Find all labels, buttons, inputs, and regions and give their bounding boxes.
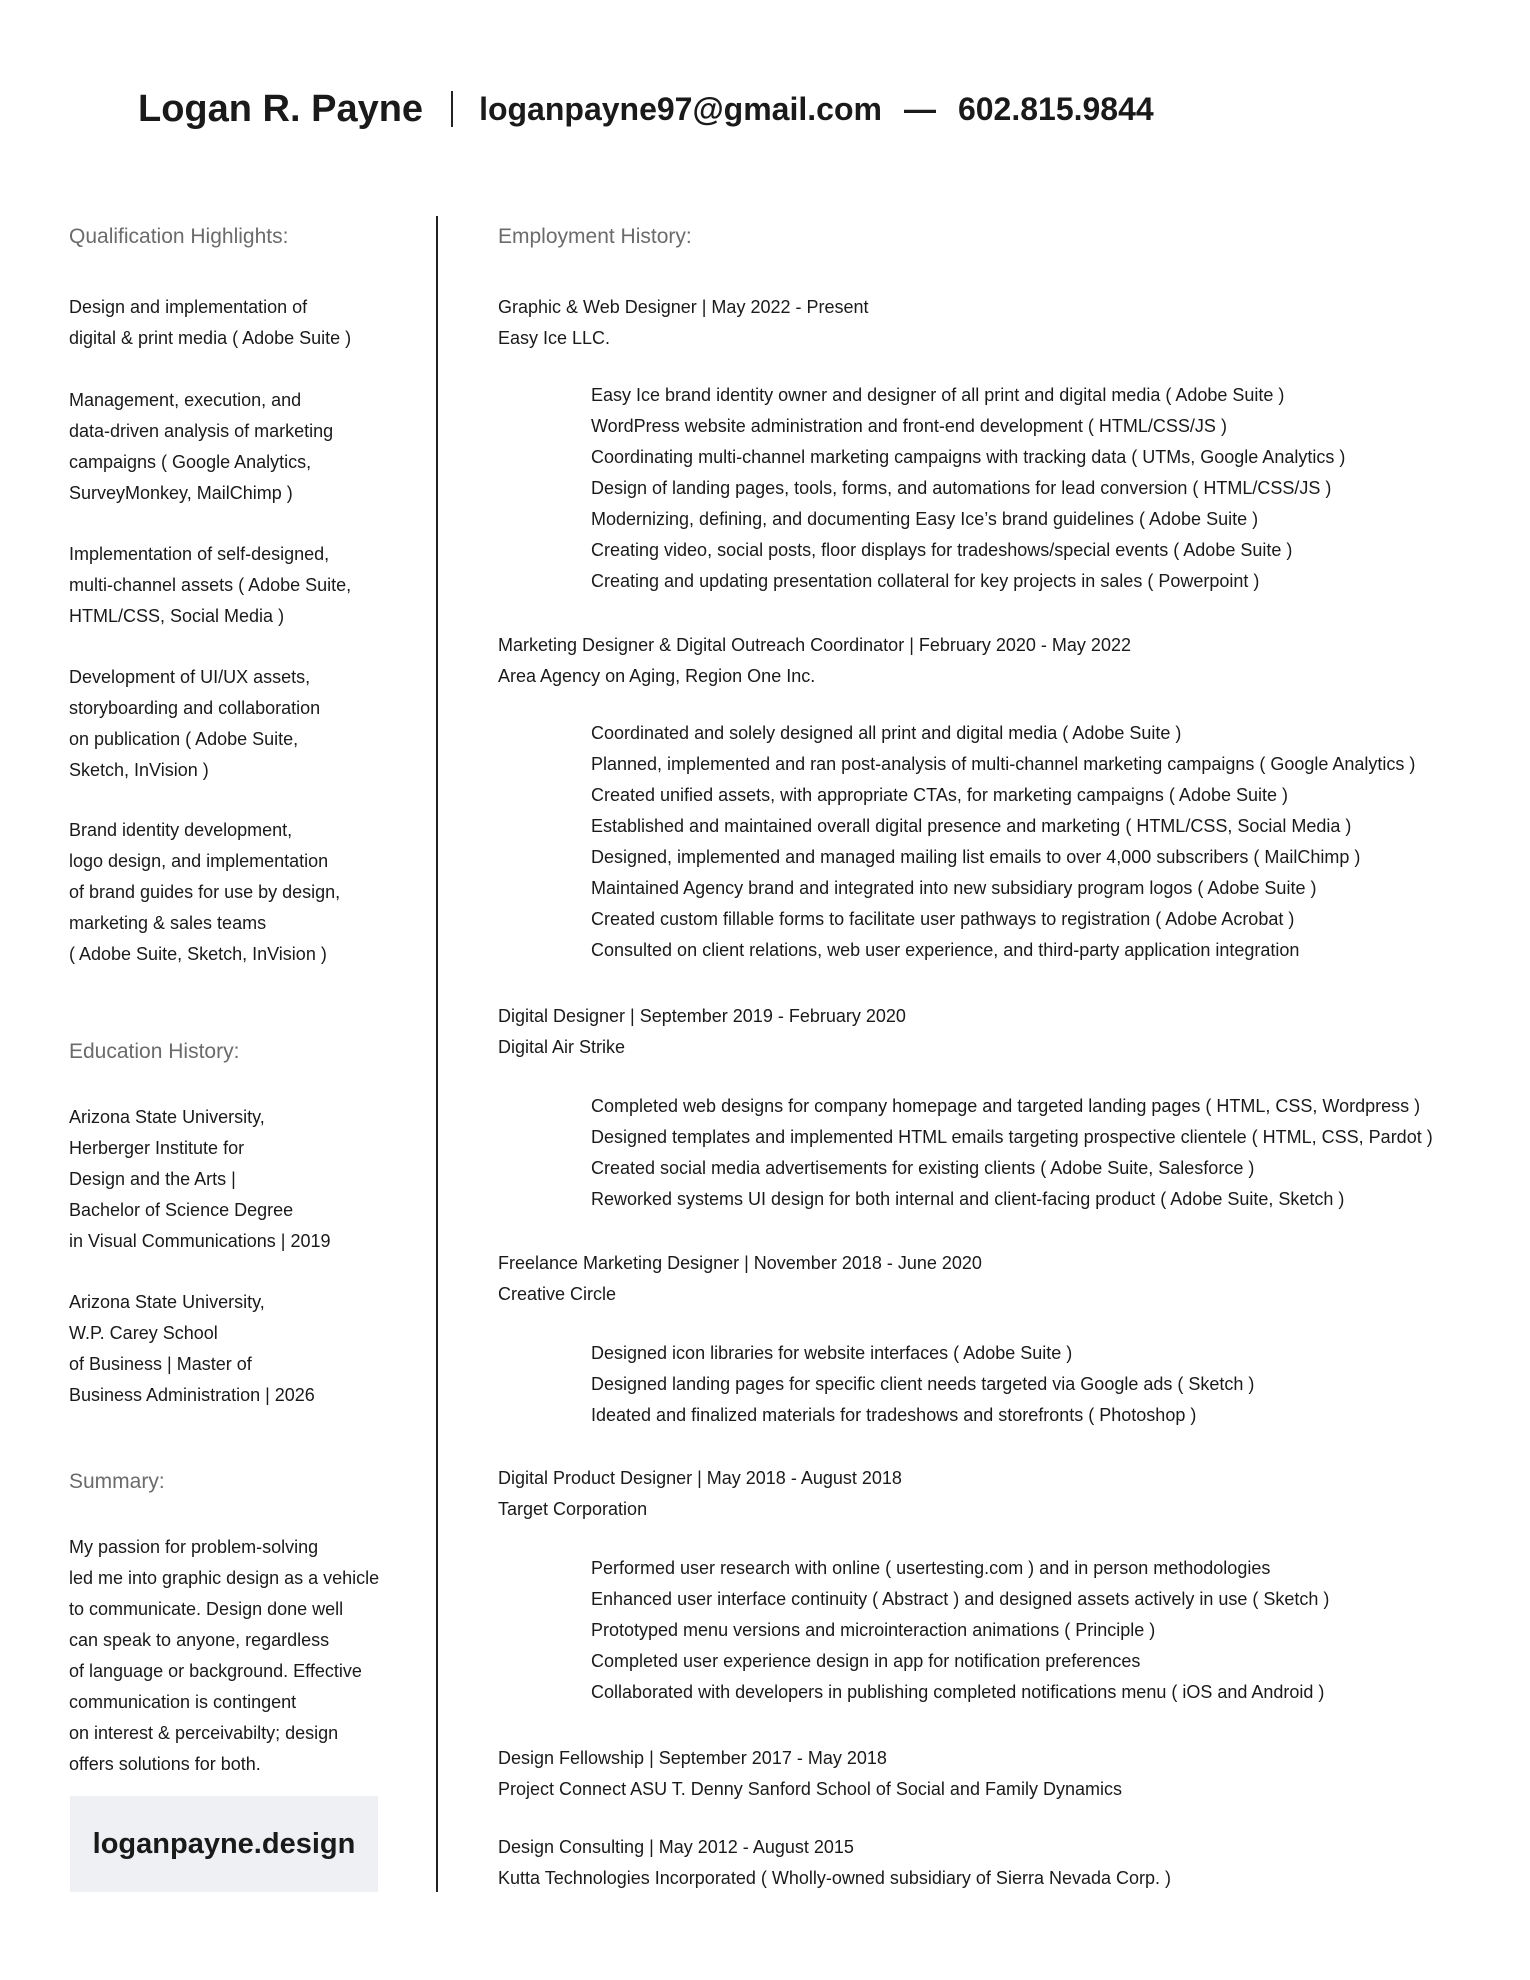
column-divider [436, 216, 438, 1892]
summary-heading: Summary: [69, 1470, 165, 1493]
qualification-line: Sketch, InVision ) [69, 760, 209, 780]
phone-number[interactable]: 602.815.9844 [957, 90, 1154, 127]
job-bullet: Prototyped menu versions and microinteraction animations ( Principle ) [591, 1620, 1156, 1640]
qualification-line: of brand guides for use by design, [69, 882, 341, 902]
education-item [69, 1102, 330, 1257]
education-line: in Visual Communications | 2019 [69, 1231, 331, 1251]
job-bullet: Created social media advertisements for existing clients ( Adobe Suite, Salesforce ) [591, 1158, 1255, 1178]
education-line: Business Administration | 2026 [69, 1385, 315, 1405]
job-bullet: Modernizing, defining, and documenting Easy Ice’s brand guidelines ( Adobe Suite ) [591, 509, 1259, 529]
education-line: Arizona State University, [69, 1292, 265, 1312]
qualification-line: campaigns ( Google Analytics, [69, 452, 312, 472]
job-bullet: Enhanced user interface continuity ( Abstract ) and designed assets actively in use ( Sketch ) [591, 1589, 1330, 1609]
qualification-line: on publication ( Adobe Suite, [69, 729, 299, 749]
website-box [70, 1796, 378, 1892]
job-bullet: Ideated and finalized materials for tradeshows and storefronts ( Photoshop ) [591, 1405, 1197, 1425]
job-bullets [591, 1091, 1433, 1215]
job-bullet: Established and maintained overall digital presence and marketing ( HTML/CSS, Social Media ) [591, 816, 1352, 836]
job-bullet: Designed icon libraries for website interfaces ( Adobe Suite ) [591, 1343, 1073, 1363]
qualification-line: multi-channel assets ( Adobe Suite, [69, 575, 352, 595]
job-bullet: Created custom fillable forms to facilitate user pathways to registration ( Adobe Acrobat ) [591, 909, 1295, 929]
summary-text [69, 1532, 379, 1780]
job-bullet: Reworked systems UI design for both internal and client-facing product ( Adobe Suite, Sketch ) [591, 1189, 1345, 1209]
qualifications-heading: Qualification Highlights: [69, 225, 289, 248]
header-separator: — [903, 90, 936, 127]
job-bullet: Planned, implemented and ran post-analysis of multi-channel marketing campaigns ( Google Analytics ) [591, 754, 1416, 774]
job-company: Kutta Technologies Incorporated ( Wholly-owned subsidiary of Sierra Nevada Corp. ) [498, 1868, 1172, 1888]
qualification-line: Development of UI/UX assets, [69, 667, 311, 687]
qualification-line: data-driven analysis of marketing [69, 421, 334, 441]
job-bullet: Collaborated with developers in publishing completed notifications menu ( iOS and Android ) [591, 1682, 1325, 1702]
education-line: Arizona State University, [69, 1107, 265, 1127]
summary-line: to communicate. Design done well [69, 1599, 344, 1619]
job-bullets [591, 380, 1345, 597]
qualification-line: storyboarding and collaboration [69, 698, 321, 718]
summary-line: led me into graphic design as a vehicle [69, 1568, 380, 1588]
qualification-item [69, 539, 351, 632]
qualification-item [69, 662, 320, 786]
qualification-line: HTML/CSS, Social Media ) [69, 606, 285, 626]
qualification-line: Brand identity development, [69, 820, 293, 840]
qualification-line: Design and implementation of [69, 297, 308, 317]
job-company: Digital Air Strike [498, 1037, 626, 1057]
qualification-item [69, 815, 340, 970]
job-company: Project Connect ASU T. Denny Sanford School of Social and Family Dynamics [498, 1779, 1122, 1799]
job-bullet: Coordinated and solely designed all print and digital media ( Adobe Suite ) [591, 723, 1182, 743]
job-title: Design Consulting | May 2012 - August 2015 [498, 1837, 854, 1857]
job-title: Freelance Marketing Designer | November 2018 - June 2020 [498, 1253, 982, 1273]
job-company: Target Corporation [498, 1499, 648, 1519]
job-company: Easy Ice LLC. [498, 328, 611, 348]
qualification-line: Implementation of self-designed, [69, 544, 330, 564]
job-header [498, 1001, 906, 1063]
job-header [498, 292, 869, 354]
job-bullet: Designed landing pages for specific client needs targeted via Google ads ( Sketch ) [591, 1374, 1255, 1394]
summary-line: My passion for problem-solving [69, 1537, 319, 1557]
resume-header [138, 84, 1154, 134]
job-header [498, 630, 1131, 692]
qualification-line: ( Adobe Suite, Sketch, InVision ) [69, 944, 327, 964]
header-divider [451, 91, 453, 127]
job-bullet: Designed, implemented and managed mailing list emails to over 4,000 subscribers ( MailChimp ) [591, 847, 1361, 867]
job-title: Digital Designer | September 2019 - February 2020 [498, 1006, 906, 1026]
job-header [498, 1743, 1122, 1805]
job-header [498, 1832, 1171, 1894]
education-line: W.P. Carey School [69, 1323, 218, 1343]
summary-line: offers solutions for both. [69, 1754, 261, 1774]
website-link[interactable]: loganpayne.design [92, 1827, 356, 1860]
summary-line: of language or background. Effective [69, 1661, 362, 1681]
summary-line: on interest & perceivabilty; design [69, 1723, 339, 1743]
job-bullet: Creating video, social posts, floor displays for tradeshows/special events ( Adobe Suite ) [591, 540, 1293, 560]
qualification-item [69, 385, 333, 509]
job-bullet: Easy Ice brand identity owner and designer of all print and digital media ( Adobe Suite ) [591, 385, 1285, 405]
education-heading: Education History: [69, 1040, 240, 1063]
qualification-item [69, 292, 351, 354]
job-bullet: Created unified assets, with appropriate CTAs, for marketing campaigns ( Adobe Suite ) [591, 785, 1289, 805]
education-item [69, 1287, 315, 1411]
job-bullet: Performed user research with online ( usertesting.com ) and in person methodologies [591, 1558, 1271, 1578]
job-title: Graphic & Web Designer | May 2022 - Present [498, 297, 869, 317]
job-company: Area Agency on Aging, Region One Inc. [498, 666, 816, 686]
job-bullet: WordPress website administration and front-end development ( HTML/CSS/JS ) [591, 416, 1227, 436]
qualification-line: marketing & sales teams [69, 913, 267, 933]
job-title: Marketing Designer & Digital Outreach Coordinator | February 2020 - May 2022 [498, 635, 1131, 655]
job-bullet: Coordinating multi-channel marketing campaigns with tracking data ( UTMs, Google Analytics ) [591, 447, 1346, 467]
job-bullets [591, 1553, 1329, 1708]
job-bullet: Creating and updating presentation collateral for key projects in sales ( Powerpoint ) [591, 571, 1260, 591]
job-bullet: Consulted on client relations, web user experience, and third-party application integration [591, 940, 1300, 960]
job-bullet: Completed user experience design in app for notification preferences [591, 1651, 1141, 1671]
qualification-line: digital & print media ( Adobe Suite ) [69, 328, 352, 348]
education-line: Design and the Arts | [69, 1169, 236, 1189]
qualification-line: logo design, and implementation [69, 851, 329, 871]
employment-heading: Employment History: [498, 225, 692, 248]
email-link[interactable]: loganpayne97@gmail.com [479, 90, 882, 127]
candidate-name: Logan R. Payne [138, 87, 424, 130]
job-bullet: Designed templates and implemented HTML emails targeting prospective clientele ( HTML, CSS, Pardot ) [591, 1127, 1433, 1147]
job-bullet: Design of landing pages, tools, forms, and automations for lead conversion ( HTML/CSS/JS ) [591, 478, 1332, 498]
job-title: Design Fellowship | September 2017 - May 2018 [498, 1748, 887, 1768]
job-header [498, 1248, 982, 1310]
job-bullet: Completed web designs for company homepage and targeted landing pages ( HTML, CSS, Wordpress ) [591, 1096, 1421, 1116]
job-bullet: Maintained Agency brand and integrated into new subsidiary program logos ( Adobe Suite ) [591, 878, 1317, 898]
summary-line: can speak to anyone, regardless [69, 1630, 330, 1650]
education-line: Bachelor of Science Degree [69, 1200, 294, 1220]
education-line: Herberger Institute for [69, 1138, 245, 1158]
job-bullets [591, 1338, 1254, 1431]
job-bullets [591, 718, 1415, 966]
qualification-line: Management, execution, and [69, 390, 302, 410]
summary-line: communication is contingent [69, 1692, 297, 1712]
education-line: of Business | Master of [69, 1354, 252, 1374]
job-company: Creative Circle [498, 1284, 617, 1304]
job-header [498, 1463, 902, 1525]
job-title: Digital Product Designer | May 2018 - August 2018 [498, 1468, 902, 1488]
qualification-line: SurveyMonkey, MailChimp ) [69, 483, 293, 503]
